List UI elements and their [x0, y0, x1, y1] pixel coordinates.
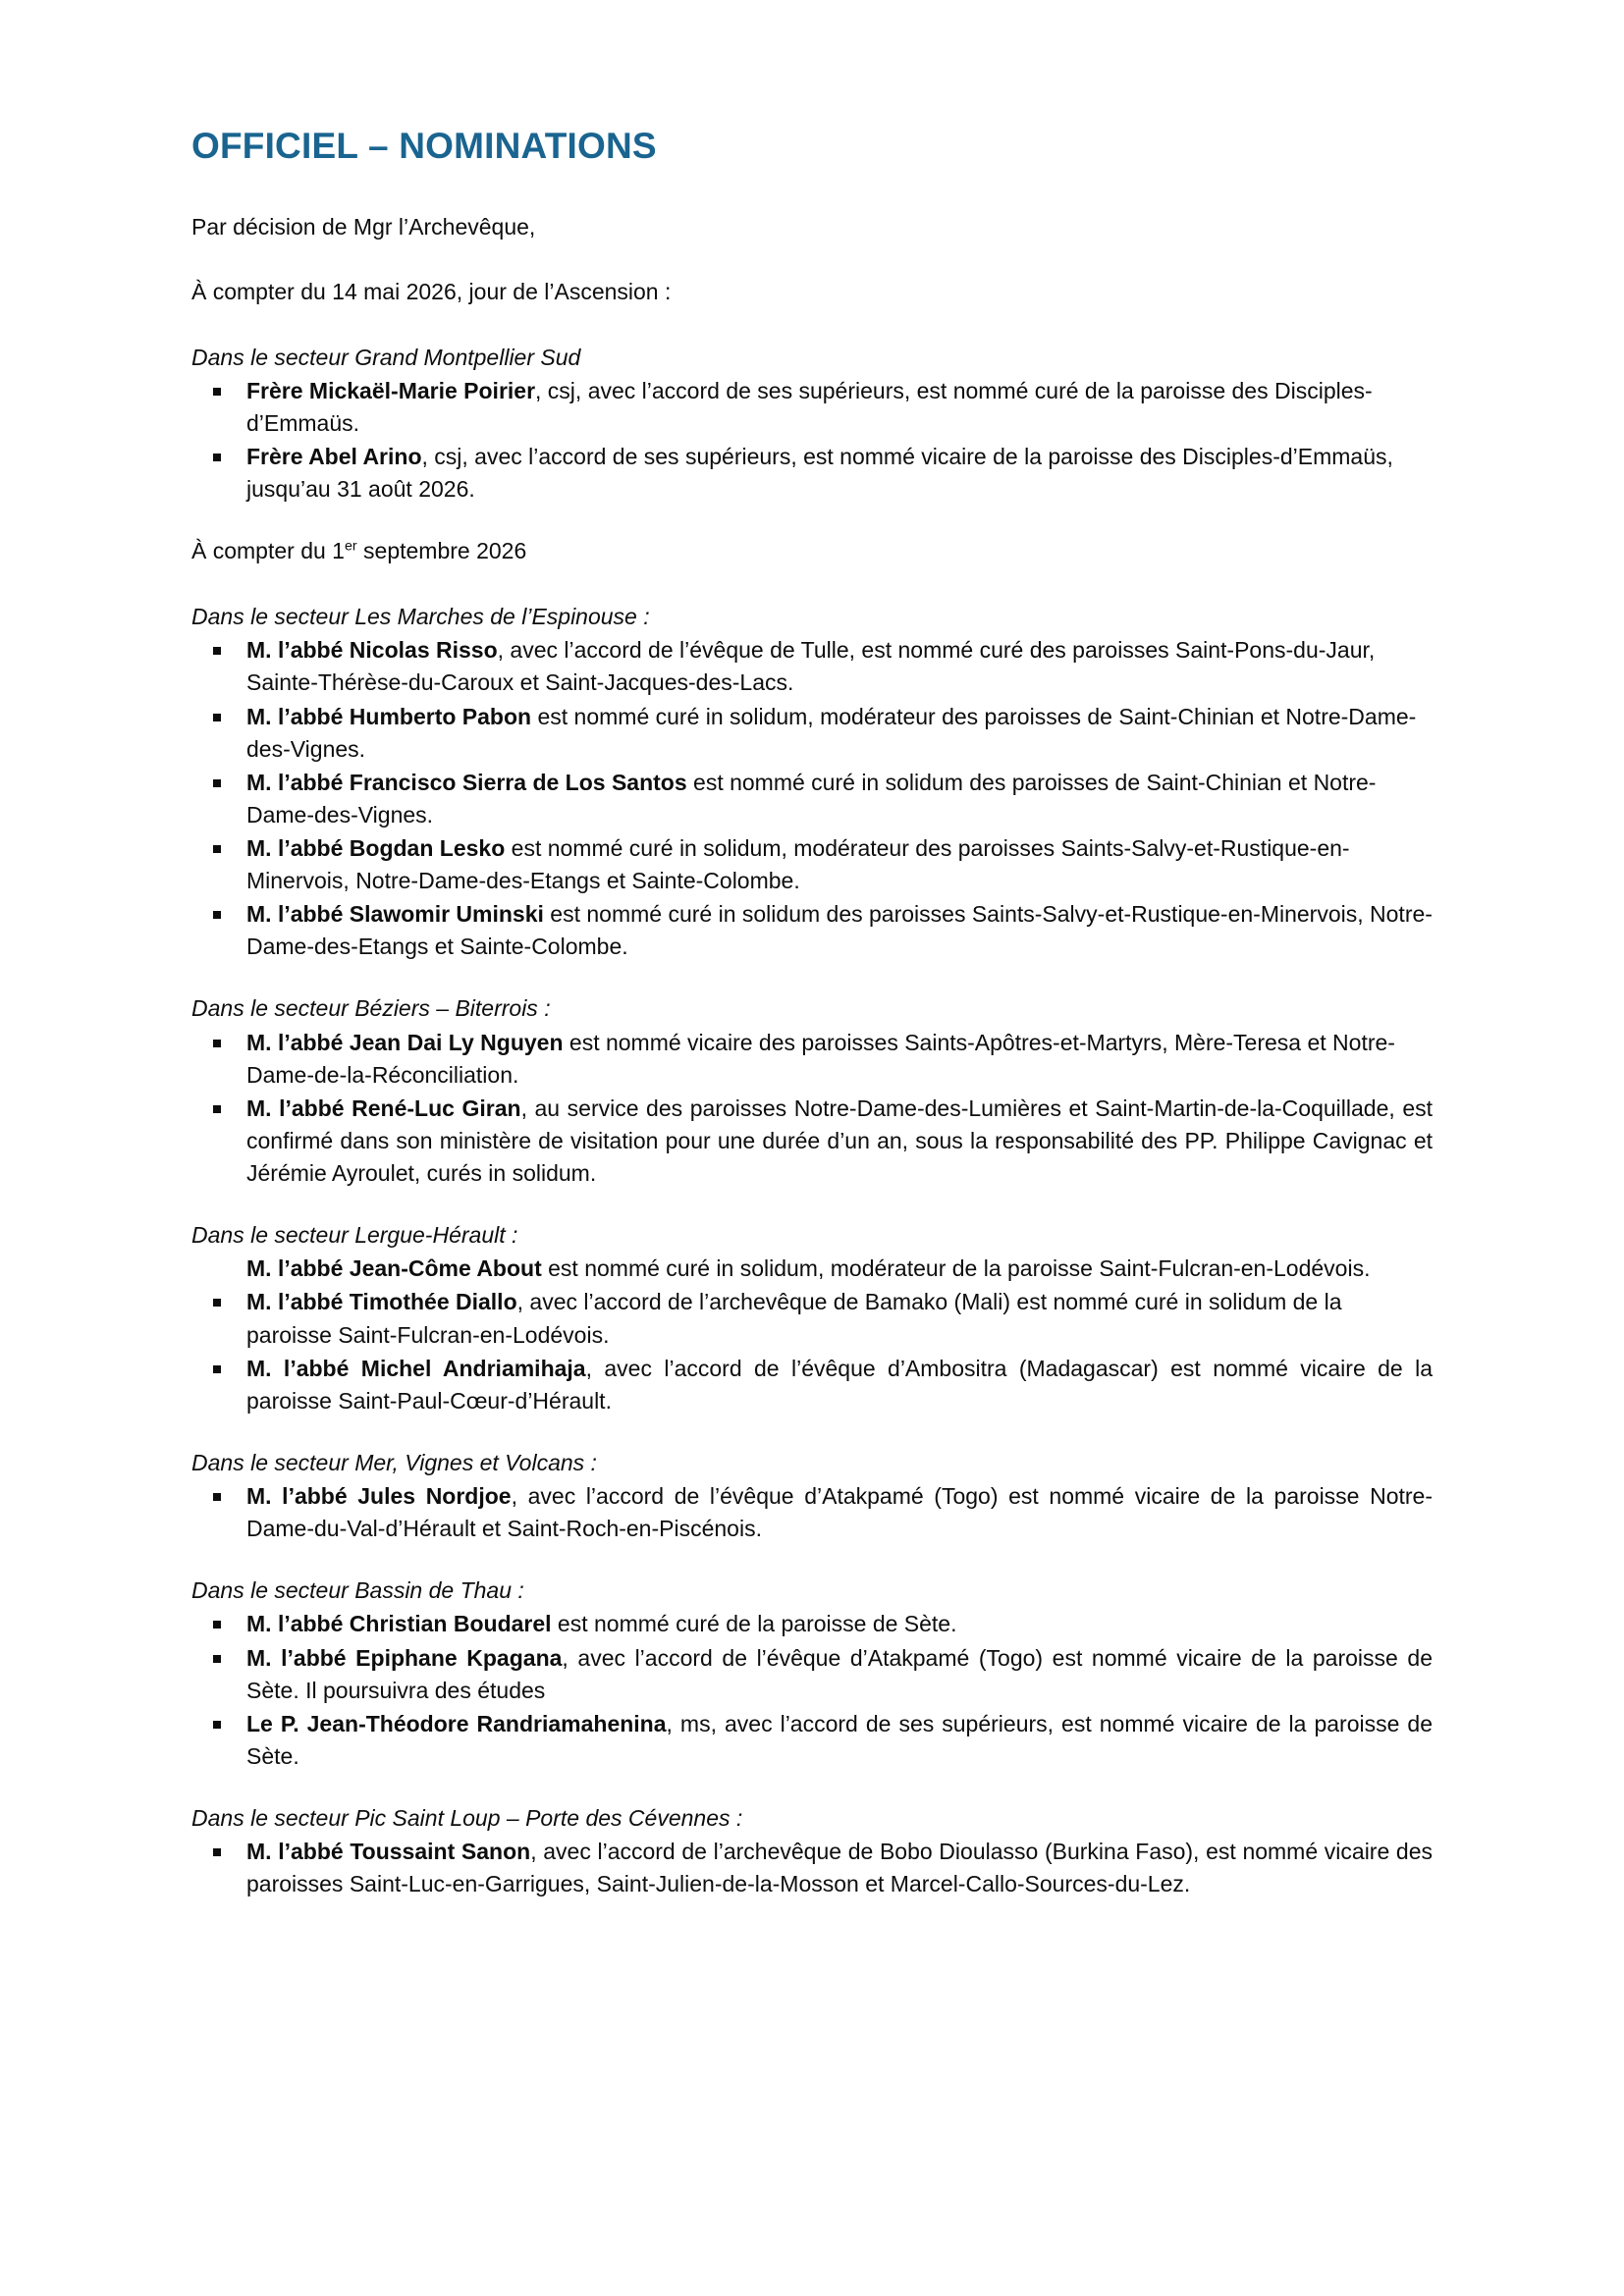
list-item [191, 1480, 1433, 1545]
list-item [191, 1642, 1433, 1707]
nomination-description: , avec l’accord de l’archevêque de Bobo Dioulasso (Burkina Faso), est nommé vicaire des paroisses Saint-Luc-en-Garrigues, Saint-Julien-de-la-Mosson et Marcel-Callo-Sources-du-Lez. [246, 1839, 1433, 1897]
list-item [191, 1608, 1433, 1640]
date-suffix: septembre 2026 [356, 538, 527, 564]
nomination-description: est nommé curé in solidum, modérateur des paroisses Saints-Salvy-et-Rustique-en-Minervois, Notre-Dame-des-Etangs et Sainte-Colombe. [246, 834, 1350, 894]
sector-heading: Dans le secteur Les Marches de l’Espinouse : [191, 604, 650, 630]
nominee-name: M. l’abbé Francisco Sierra de Los Santos [246, 769, 687, 795]
list-item [191, 1353, 1433, 1417]
nominee-name: M. l’abbé Michel Andriamihaja [246, 1355, 586, 1381]
nomination-list [191, 1608, 1433, 1773]
nominee-name: M. l’abbé Epiphane Kpagana [246, 1644, 563, 1671]
list-item [191, 1286, 1433, 1351]
list-item [191, 441, 1433, 506]
sector-block [191, 1219, 1433, 1417]
sector-block [191, 1575, 1433, 1773]
nominee-name: M. l’abbé Nicolas Risso [246, 637, 498, 664]
list-item [191, 701, 1433, 766]
nomination-description: , avec l’accord de l’évêque d’Atakpamé (Togo) est nommé vicaire de la paroisse de Sète. Il poursuivra des études [246, 1644, 1433, 1703]
list-item [191, 898, 1433, 963]
nomination-description: , csj, avec l’accord de ses supérieurs, est nommé vicaire de la paroisse des Disciples-d’Emmaüs, jusqu’au 31 août 2026. [246, 444, 1393, 503]
sector-heading: Dans le secteur Pic Saint Loup – Porte des Cévennes : [191, 1805, 743, 1832]
nomination-description: , avec l’accord de l’évêque d’Ambositra (Madagascar) est nommé vicaire de la paroisse Saint-Paul-Cœur-d’Hérault. [246, 1355, 1434, 1414]
list-item [191, 832, 1433, 897]
nominee-name: M. l’abbé Jean Dai Ly Nguyen [246, 1029, 564, 1055]
nominee-name: M. l’abbé Timothée Diallo [246, 1289, 517, 1315]
nominee-name: M. l’abbé Humberto Pabon [246, 703, 532, 729]
sector-block [191, 992, 1433, 1190]
sector-heading: Dans le secteur Bassin de Thau : [191, 1577, 524, 1604]
nomination-description: , avec l’accord de l’évêque d’Atakpamé (Togo) est nommé vicaire de la paroisse Notre-Dame-du-Val-d’Hérault et Saint-Roch-en-Piscénois. [246, 1483, 1433, 1542]
list-item [191, 1253, 1433, 1285]
sector-block [191, 1802, 1433, 1900]
nominee-name: M. l’abbé Christian Boudarel [246, 1611, 552, 1637]
sector-block [191, 342, 1433, 507]
list-item [191, 375, 1433, 440]
nomination-description: est nommé curé in solidum, modérateur de la paroisse Saint-Fulcran-en-Lodévois. [541, 1255, 1371, 1282]
list-item [191, 634, 1433, 699]
nomination-list [191, 1253, 1433, 1417]
nominee-name: M. l’abbé Bogdan Lesko [246, 834, 506, 861]
sector-heading: Dans le secteur Béziers – Biterrois : [191, 995, 551, 1022]
nominee-name: M. l’abbé Toussaint Sanon [246, 1839, 531, 1865]
nomination-description: est nommé curé de la paroisse de Sète. [551, 1611, 957, 1637]
nomination-description: est nommé curé in solidum, modérateur des paroisses de Saint-Chinian et Notre-Dame-des-Vignes. [246, 703, 1417, 762]
sections-container [191, 342, 1433, 1901]
nominee-name: Le P. Jean-Théodore Randriamahenina [246, 1710, 667, 1736]
nomination-description: est nommé vicaire des paroisses Saints-Apôtres-et-Martyrs, Mère-Teresa et Notre-Dame-de-la-Réconciliation. [246, 1029, 1395, 1088]
nominee-name: Frère Abel Arino [246, 444, 422, 470]
sector-heading: Dans le secteur Grand Montpellier Sud [191, 344, 581, 370]
sector-block [191, 1447, 1433, 1545]
nomination-list [191, 1027, 1433, 1191]
intro-paragraph-date-ascension: À compter du 14 mai 2026, jour de l’Ascension : [191, 279, 672, 305]
list-item [191, 1093, 1433, 1190]
nomination-list [191, 375, 1433, 506]
nomination-list [191, 1480, 1433, 1545]
list-item [191, 1708, 1433, 1773]
nominee-name: M. l’abbé Jules Nordjoe [246, 1483, 512, 1510]
nomination-description: , avec l’accord de l’évêque de Tulle, est nommé curé des paroisses Saint-Pons-du-Jaur, Sainte-Thérèse-du-Caroux et Saint-Jacques-des-Lacs. [246, 637, 1376, 696]
nomination-description: est nommé curé in solidum des paroisses de Saint-Chinian et Notre-Dame-des-Vignes. [246, 769, 1377, 828]
page-title: OFFICIEL – NOMINATIONS [191, 126, 657, 166]
nominee-name: M. l’abbé René-Luc Giran [246, 1095, 521, 1121]
nomination-description: , au service des paroisses Notre-Dame-des-Lumières et Saint-Martin-de-la-Coquillade, est confirmé dans son ministère de visitation pour une durée d’un an, sous la responsabilité des PP. Philippe Cavignac et Jérémie Ayroulet, curés in solidum. [246, 1095, 1434, 1187]
nomination-description: , csj, avec l’accord de ses supérieurs, est nommé curé de la paroisse des Disciples-d’Emmaüs. [246, 378, 1373, 437]
date-prefix: À compter du 1 [191, 538, 345, 564]
nominee-name: M. l’abbé Jean-Côme About [246, 1255, 542, 1282]
nomination-description: , ms, avec l’accord de ses supérieurs, est nommé vicaire de la paroisse de Sète. [246, 1710, 1433, 1769]
list-item [191, 1836, 1433, 1900]
intro-paragraph-date-septembre [191, 535, 1433, 567]
sector-heading: Dans le secteur Lergue-Hérault : [191, 1222, 518, 1249]
nominee-name: Frère Mickaël-Marie Poirier [246, 378, 536, 404]
sector-block [191, 601, 1433, 963]
nomination-list [191, 634, 1433, 963]
sector-heading: Dans le secteur Mer, Vignes et Volcans : [191, 1449, 597, 1475]
date-ordinal-suffix: er [344, 538, 357, 555]
nomination-description: , avec l’accord de l’archevêque de Bamako (Mali) est nommé curé in solidum de la paroisse Saint-Fulcran-en-Lodévois. [246, 1289, 1342, 1348]
intro-paragraph-decision: Par décision de Mgr l’Archevêque, [191, 213, 536, 240]
nomination-description: est nommé curé in solidum des paroisses Saints-Salvy-et-Rustique-en-Minervois, Notre-Dame-des-Etangs et Sainte-Colombe. [246, 901, 1433, 960]
list-item [191, 767, 1433, 831]
nomination-list [191, 1836, 1433, 1900]
nominee-name: M. l’abbé Slawomir Uminski [246, 901, 544, 928]
list-item [191, 1027, 1433, 1092]
